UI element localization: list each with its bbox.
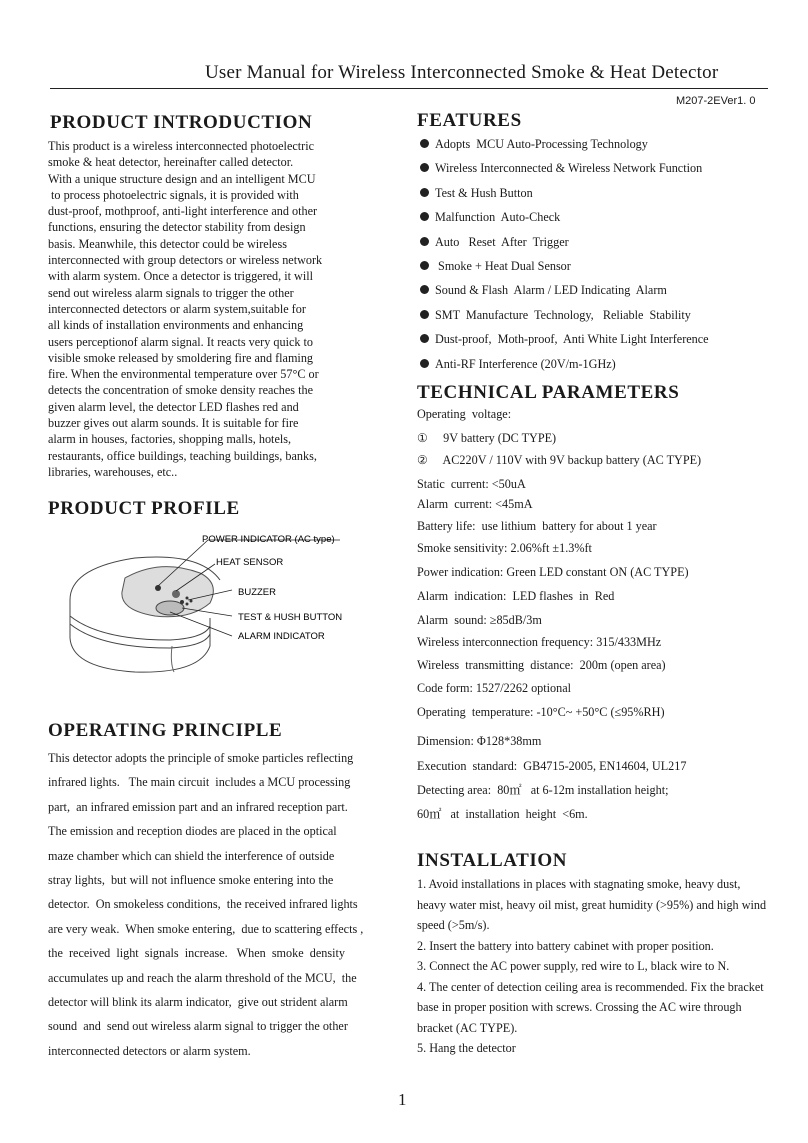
header-rule: [50, 88, 768, 89]
operating-line: stray lights, but will not influence smoke entering into the: [48, 873, 334, 888]
technical-heading: TECHNICAL PARAMETERS: [417, 382, 680, 403]
bullet-icon: [420, 359, 429, 368]
technical-item: Smoke sensitivity: 2.06%ft ±1.3%ft: [417, 541, 592, 555]
intro-line: alarm in houses, factories, shopping malls, hotels,: [48, 432, 292, 447]
bullet-icon: [420, 163, 429, 172]
intro-line: With a unique structure design and an intelligent MCU: [48, 171, 316, 186]
detector-diagram: [60, 528, 360, 678]
feature-item: [418, 185, 778, 209]
technical-item: ② AC220V / 110V with 9V backup battery (AC TYPE): [417, 453, 702, 467]
label-alarm-indicator: ALARM INDICATOR: [238, 631, 325, 642]
operating-line: detector will blink its alarm indicator, give out strident alarm: [48, 995, 348, 1010]
label-power-indicator: POWER INDICATOR (AC type): [202, 534, 335, 545]
feature-item: [418, 258, 778, 282]
intro-line: interconnected with group detectors or wireless network: [48, 253, 323, 268]
model-version: M207-2EVer1. 0: [676, 95, 756, 107]
bullet-icon: [420, 237, 429, 246]
technical-item: Static current: <50uA: [417, 477, 526, 491]
feature-text: Sound & Flash Alarm / LED Indicating Alarm: [435, 283, 667, 298]
installation-item: 4. The center of detection ceiling area is recommended. Fix the bracket base in proper position with screws. Crossing the AC wire through bracket (AC TYPE).: [417, 979, 764, 1035]
operating-line: detector. On smokeless conditions, the received infrared lights: [48, 897, 358, 912]
feature-text: Wireless Interconnected & Wireless Network Function: [435, 161, 703, 176]
technical-item: 60㎡ at installation height <6m.: [417, 807, 588, 821]
technical-item: Alarm sound: ≥85dB/3m: [417, 613, 542, 627]
intro-line: smoke & heat detector, hereinafter called detector.: [48, 155, 294, 170]
installation-item: 3. Connect the AC power supply, red wire to L, black wire to N.: [417, 959, 730, 973]
page-number: 1: [398, 1090, 407, 1109]
technical-item: Alarm current: <45mA: [417, 497, 533, 511]
intro-line: restaurants, office buildings, teaching buildings, banks,: [48, 448, 317, 463]
features-heading: FEATURES: [417, 110, 522, 131]
feature-text: Adopts MCU Auto-Processing Technology: [435, 137, 648, 151]
intro-line: interconnected detectors or alarm system,suitable for: [48, 301, 306, 316]
feature-item: [418, 331, 778, 355]
feature-item: [418, 136, 778, 160]
feature-item: [418, 356, 778, 380]
installation-item: 1. Avoid installations in places with stagnating smoke, heavy dust, heavy water mist, heavy oil mist, great humidity (>95%) and high wind speed (>5m/s).: [417, 877, 767, 932]
operating-line: the received light signals increase. When smoke density: [48, 946, 345, 961]
intro-line: given alarm level, the detector LED flashes red and: [48, 399, 299, 414]
technical-item: Battery life: use lithium battery for about 1 year: [417, 519, 657, 533]
technical-item: Code form: 1527/2262 optional: [417, 681, 572, 695]
intro-line: buzzer gives out alarm sounds. It is suitable for fire: [48, 416, 299, 431]
operating-line: This detector adopts the principle of smoke particles reflecting: [48, 751, 354, 765]
operating-line: part, an infrared emission part and an infrared reception part.: [48, 799, 348, 814]
document-title: User Manual for Wireless Interconnected Smoke & Heat Detector: [205, 62, 719, 83]
bullet-icon: [420, 285, 429, 294]
operating-line: accumulates up and reach the alarm threshold of the MCU, the: [48, 970, 357, 985]
feature-item: [418, 234, 778, 258]
intro-line: fire. When the environmental temperature over 57°C or: [48, 367, 319, 382]
installation-item: 2. Insert the battery into battery cabinet with proper position.: [417, 938, 714, 953]
operating-line: infrared lights. The main circuit includes a MCU processing: [48, 775, 351, 790]
intro-heading: PRODUCT INTRODUCTION: [50, 112, 313, 133]
operating-line: The emission and reception diodes are placed in the optical: [48, 824, 337, 839]
installation-item: 5. Hang the detector: [417, 1041, 516, 1055]
installation-list: [417, 874, 767, 1059]
feature-text: SMT Manufacture Technology, Reliable Stability: [435, 307, 691, 322]
intro-line: This product is a wireless interconnected photoelectric: [48, 139, 315, 153]
operating-line: maze chamber which can shield the interference of outside: [48, 848, 335, 863]
technical-item: Operating temperature: -10°C~ +50°C (≤95%RH): [417, 705, 665, 719]
feature-item: [418, 282, 778, 306]
technical-item: Alarm indication: LED flashes in Red: [417, 589, 615, 603]
label-heat-sensor: HEAT SENSOR: [216, 557, 284, 568]
technical-item: Dimension: Φ128*38mm: [417, 734, 542, 748]
feature-text: Malfunction Auto-Check: [435, 210, 561, 225]
profile-heading: PRODUCT PROFILE: [48, 498, 240, 519]
bullet-icon: [420, 139, 429, 148]
technical-item: Operating voltage:: [417, 407, 512, 421]
bullet-icon: [420, 212, 429, 221]
installation-heading: INSTALLATION: [417, 850, 568, 871]
feature-item: [418, 307, 778, 331]
label-test-hush-button: TEST & HUSH BUTTON: [238, 612, 343, 623]
feature-item: [418, 160, 778, 184]
operating-line: sound and send out wireless alarm signal to trigger the other: [48, 1019, 348, 1034]
intro-line: detects the concentration of smoke density reaches the: [48, 383, 313, 398]
feature-text: Test & Hush Button: [435, 185, 533, 200]
technical-item: ① 9V battery (DC TYPE): [417, 431, 557, 445]
bullet-icon: [420, 334, 429, 343]
intro-line: all kinds of installation environments and enhancing: [48, 318, 304, 333]
bullet-icon: [420, 188, 429, 197]
technical-item: Detecting area: 80㎡ at 6-12m installation height;: [417, 783, 669, 797]
technical-item: Wireless transmitting distance: 200m (open area): [417, 658, 666, 672]
intro-line: send out wireless alarm signals to trigger the other: [48, 285, 294, 300]
features-list: [418, 136, 778, 380]
intro-line: dust-proof, mothproof, anti-light interference and other: [48, 204, 318, 219]
operating-line: interconnected detectors or alarm system.: [48, 1043, 251, 1058]
intro-line: users perceptionof alarm signal. It reacts very quick to: [48, 334, 313, 349]
bullet-icon: [420, 261, 429, 270]
intro-line: functions, ensuring the detector stability from design: [48, 220, 306, 235]
intro-line: visible smoke released by smoldering fire and flaming: [48, 350, 314, 365]
technical-item: Power indication: Green LED constant ON (AC TYPE): [417, 565, 689, 579]
intro-line: libraries, warehouses, etc..: [48, 464, 178, 479]
intro-line: to process photoelectric signals, it is provided with: [48, 187, 299, 202]
feature-text: Anti-RF Interference (20V/m-1GHz): [435, 356, 616, 371]
feature-text: Smoke + Heat Dual Sensor: [435, 258, 571, 273]
technical-item: Wireless interconnection frequency: 315/433MHz: [417, 635, 662, 649]
bullet-icon: [420, 310, 429, 319]
intro-paragraph: [48, 138, 358, 480]
operating-paragraph: [48, 746, 394, 1063]
feature-item: [418, 209, 778, 233]
operating-line: are very weak. When smoke entering, due to scattering effects ,: [48, 921, 364, 936]
feature-text: Auto Reset After Trigger: [435, 234, 569, 249]
operating-heading: OPERATING PRINCIPLE: [48, 720, 283, 741]
intro-line: with alarm system. Once a detector is triggered, it will: [48, 269, 314, 284]
feature-text: Dust-proof, Moth-proof, Anti White Light Interference: [435, 332, 709, 347]
intro-line: basis. Meanwhile, this detector could be wireless: [48, 236, 287, 251]
technical-item: Execution standard: GB4715-2005, EN14604, UL217: [417, 759, 687, 773]
label-buzzer: BUZZER: [238, 587, 276, 598]
